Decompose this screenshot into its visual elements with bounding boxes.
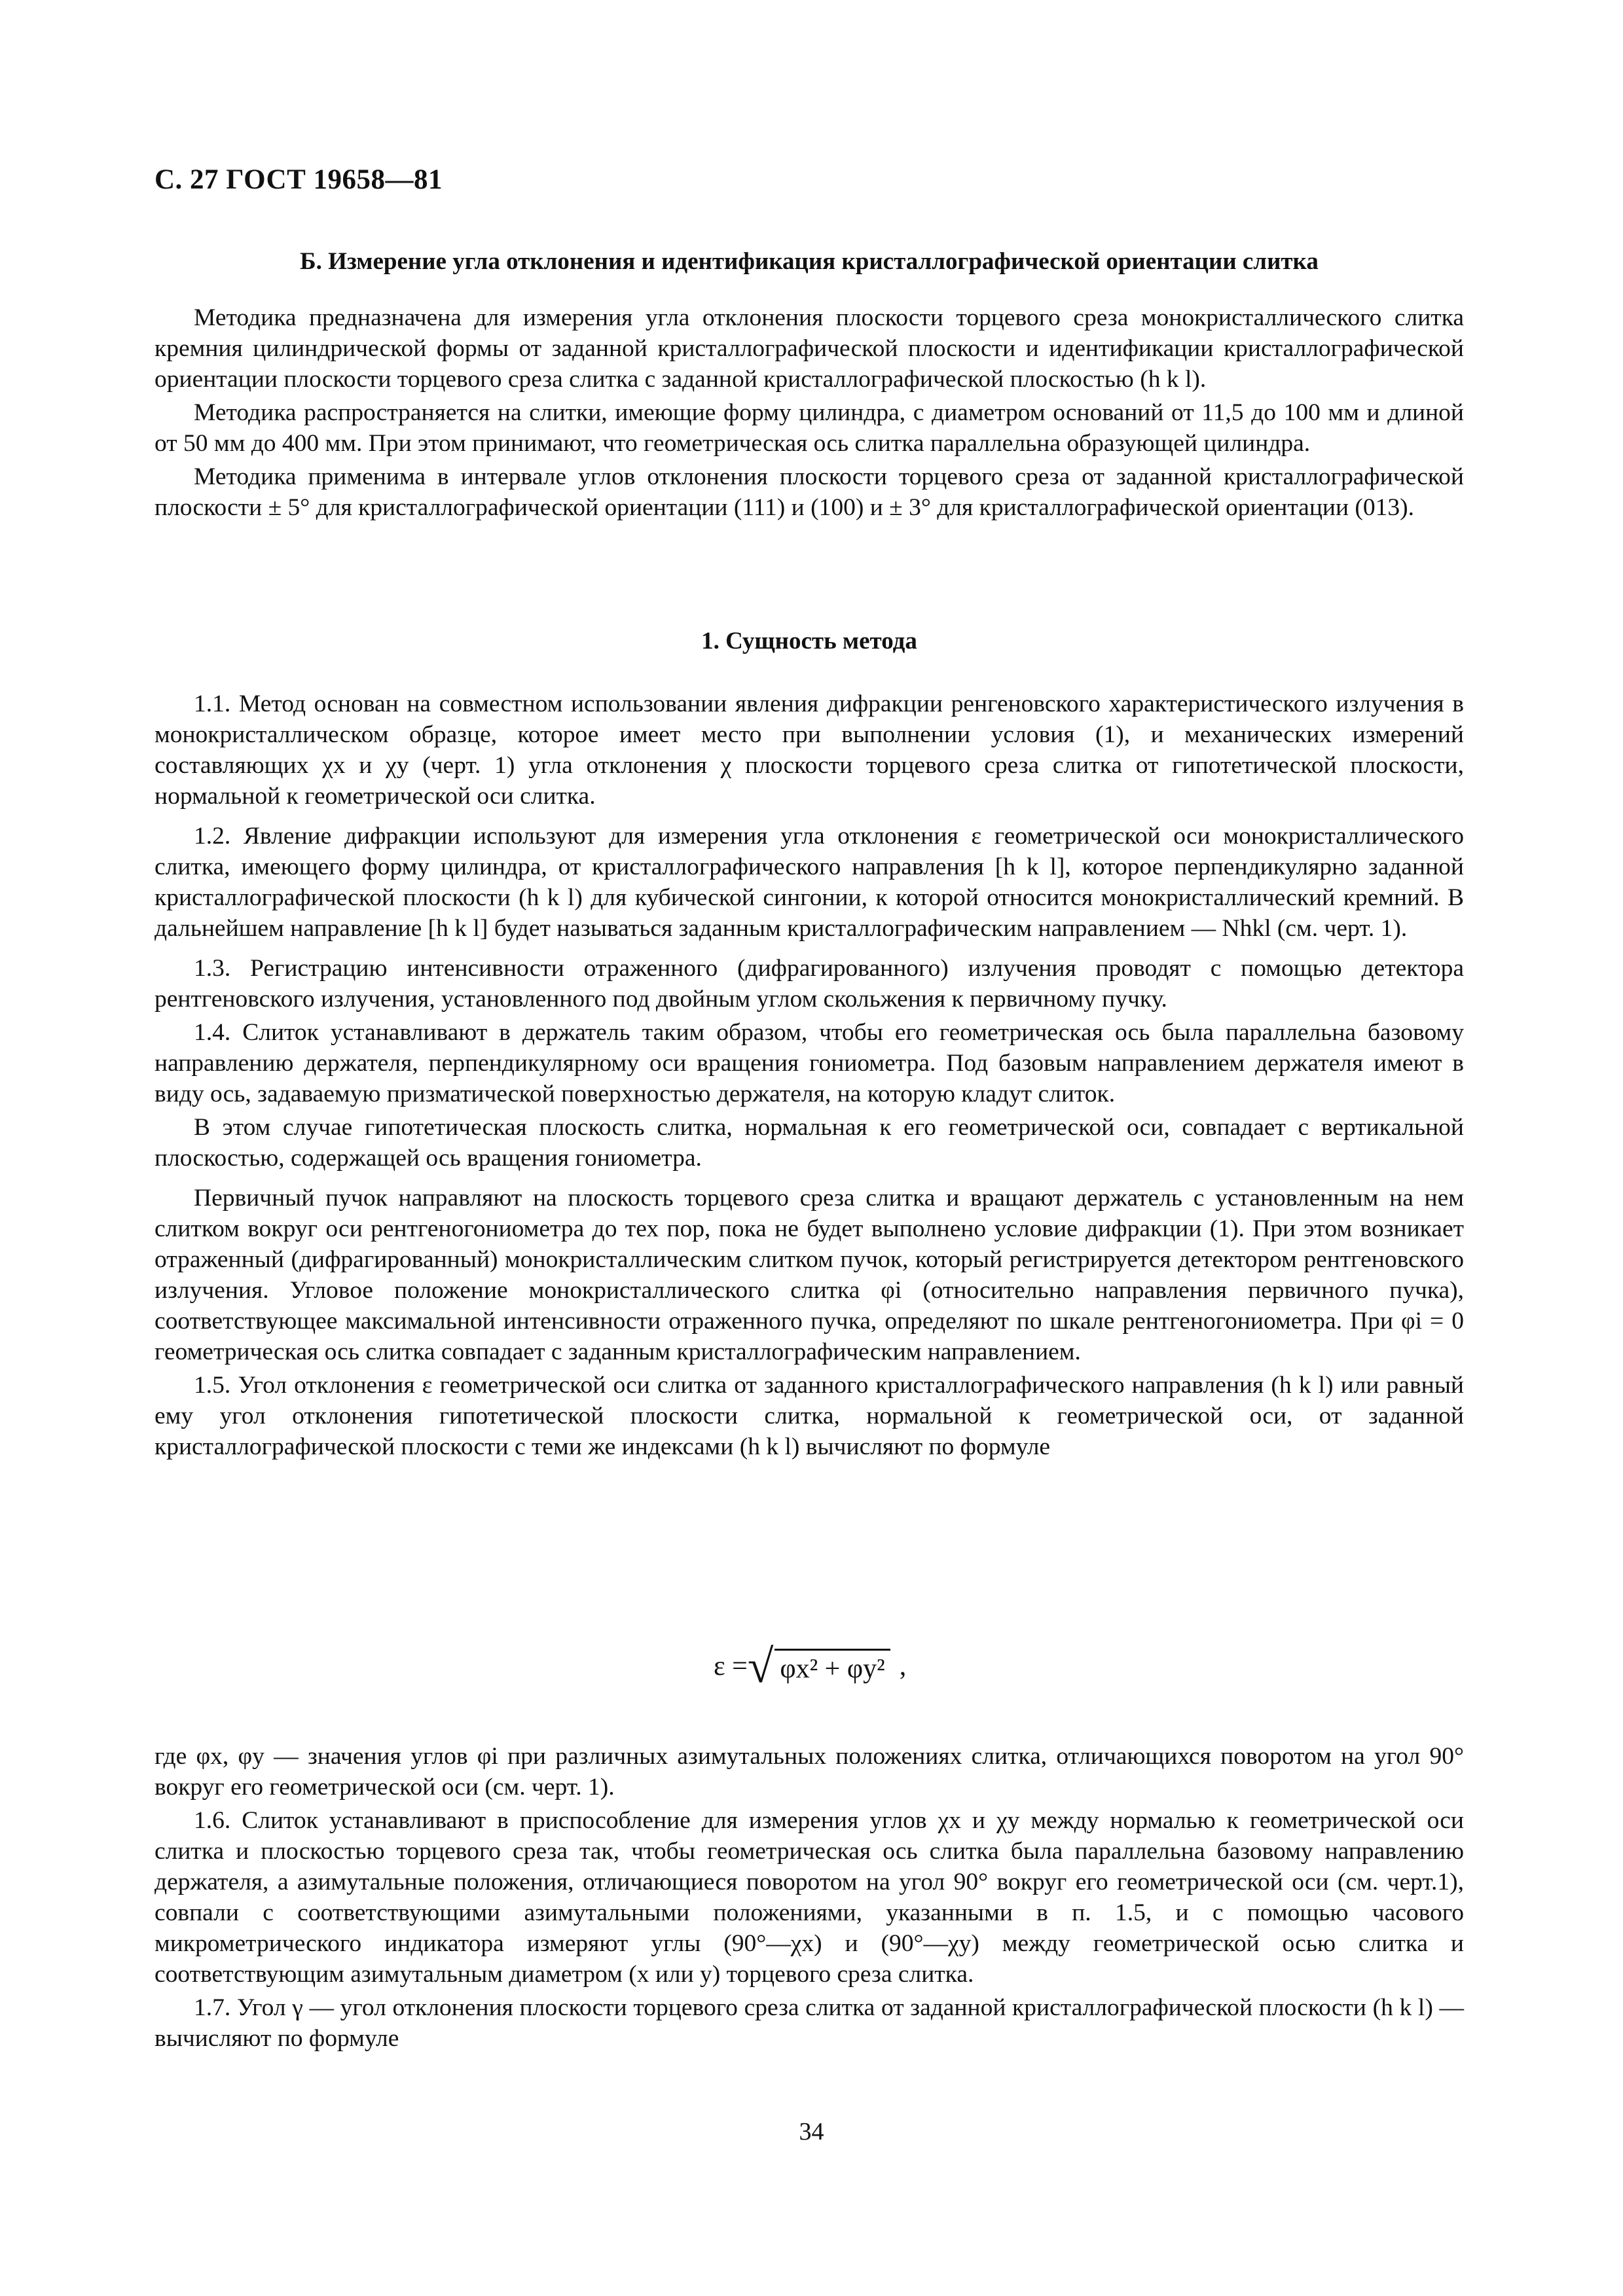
where-clause bbox=[155, 1741, 1464, 1805]
paragraph-1-5: 1.5. Угол отклонения ε геометрической оси слитка от заданного кристаллографического направления (h k l) или равный ему угол отклонения гипотетической плоскости слитка, нормальной к геометрической оси, от заданной кристаллографической плоскости с теми же индексами (h k l) вычисляют по формуле bbox=[155, 1372, 1464, 1460]
page-number: 34 bbox=[799, 2118, 824, 2145]
intro-paragraph-1: Методика предназначена для измерения угла отклонения плоскости торцевого среза монокристаллического слитка кремния цилиндрической формы от заданной кристаллографической плоскости и идентификации кристаллографической ориентации плоскости торцевого среза слитка с заданной кристаллографической плоскостью (h k l). bbox=[155, 304, 1464, 393]
page-header: С. 27 ГОСТ 19658—81 bbox=[155, 164, 443, 195]
formula-radicand: φx² + φy² bbox=[775, 1649, 890, 1685]
epsilon-formula bbox=[714, 1640, 907, 1693]
paragraph-beam: Первичный пучок направляют на плоскость торцевого среза слитка и вращают держатель с установленным на нем слитком вокруг оси рентгеногониометра до тех пор, пока не будет выполнено условие дифракции (1). При этом возникает отраженный (дифрагированный) монокристаллическим слитком пучок, который регистрируется детектором рентгеновского излучения. Угловое положение монокристаллического слитка φi (относительно направления первичного пучка), соответствующее максимальной интенсивности отраженного пучка, определяют по шкале рентгеногониометра. При φi = 0 геометрическая ось слитка совпадает с заданным кристаллографическим направлением. bbox=[155, 1185, 1464, 1365]
paragraph-1-4: 1.4. Слиток устанавливают в держатель таким образом, чтобы его геометрическая ось была параллельна базовому направлению держателя, перпендикулярному оси вращения гониометра. Под базовым направлением держателя имеют в виду ось, задаваемую призматической поверхностью держателя, на которую кладут слиток. bbox=[155, 1019, 1464, 1107]
formula-tail: , bbox=[899, 1651, 907, 1681]
section-b-title: Б. Измерение угла отклонения и идентификация кристаллографической ориентации слитка bbox=[300, 248, 1319, 275]
formula-lhs: ε = bbox=[714, 1651, 748, 1681]
sqrt-icon: √ bbox=[747, 1640, 774, 1693]
paragraph-1-3: 1.3. Регистрацию интенсивности отраженного (дифрагированного) излучения проводят с помощью детектора рентгеновского излучения, установленного под двойным углом скольжения к первичному пучку. bbox=[155, 955, 1464, 1013]
intro-paragraph-2: Методика распространяется на слитки, имеющие форму цилиндра, с диаметром оснований от 11,5 до 100 мм и длиной от 50 мм до 400 мм. При этом принимают, что геометрическая ось слитка параллельна образующей цилиндра. bbox=[155, 399, 1464, 457]
paragraph-1-7: 1.7. Угол γ — угол отклонения плоскости торцевого среза слитка от заданной кристаллографической плоскости (h k l) — вычисляют по формуле bbox=[155, 1994, 1464, 2052]
method-body-2 bbox=[155, 1805, 1464, 2056]
paragraph-1-6: 1.6. Слиток устанавливают в приспособление для измерения углов χx и χy между нормалью к геометрической оси слитка и плоскостью торцевого среза так, чтобы геометрическая ось слитка была параллельна базовому направлению держателя, а азимутальные положения, отличающиеся поворотом на угол 90° вокруг его геометрической оси (см. черт.1), совпали с соответствующими азимутальными положениями, указанными в п. 1.5, и с помощью часового микрометрического индикатора измеряют углы (90°—χx) и (90°—χy) между геометрической осью слитка и соответствующим азимутальным диаметром (x или y) торцевого среза слитка. bbox=[155, 1807, 1464, 1988]
paragraph-1-1: 1.1. Метод основан на совместном использовании явления дифракции ренгеновского характеристического излучения в монокристаллическом образце, которое имеет место при выполнении условия (1), и механических измерений составляющих χx и χy (черт. 1) угла отклонения χ плоскости торцевого среза слитка от гипотетической плоскости, нормальной к геометрической оси слитка. bbox=[155, 691, 1464, 810]
method-body bbox=[155, 689, 1464, 1465]
paragraph-1-2: 1.2. Явление дифракции используют для измерения угла отклонения ε геометрической оси монокристаллического слитка, имеющего форму цилиндра, от кристаллографического направления [h k l], которое перпендикулярно заданной кристаллографической плоскости (h k l) для кубической сингонии, к которой относится монокристаллический кремний. В дальнейшем направление [h k l] будет называться заданным кристаллографическим направлением — Nhkl (см. черт. 1). bbox=[155, 823, 1464, 942]
intro-block bbox=[155, 302, 1464, 526]
intro-paragraph-3: Методика применима в интервале углов отклонения плоскости торцевого среза от заданной кристаллографической плоскости ± 5° для кристаллографической ориентации (111) и (100) и ± 3° для кристаллографической ориентации (013). bbox=[155, 463, 1464, 521]
section-1-title: 1. Сущность метода bbox=[701, 628, 917, 655]
paragraph-1-4-cont: В этом случае гипотетическая плоскость слитка, нормальная к его геометрической оси, совпадает с вертикальной плоскостью, содержащей ось вращения гониометра. bbox=[155, 1114, 1464, 1172]
where-text: где φx, φy — значения углов φi при различных азимутальных положениях слитка, отличающихся поворотом на угол 90° вокруг его геометрической оси (см. черт. 1). bbox=[155, 1743, 1464, 1801]
